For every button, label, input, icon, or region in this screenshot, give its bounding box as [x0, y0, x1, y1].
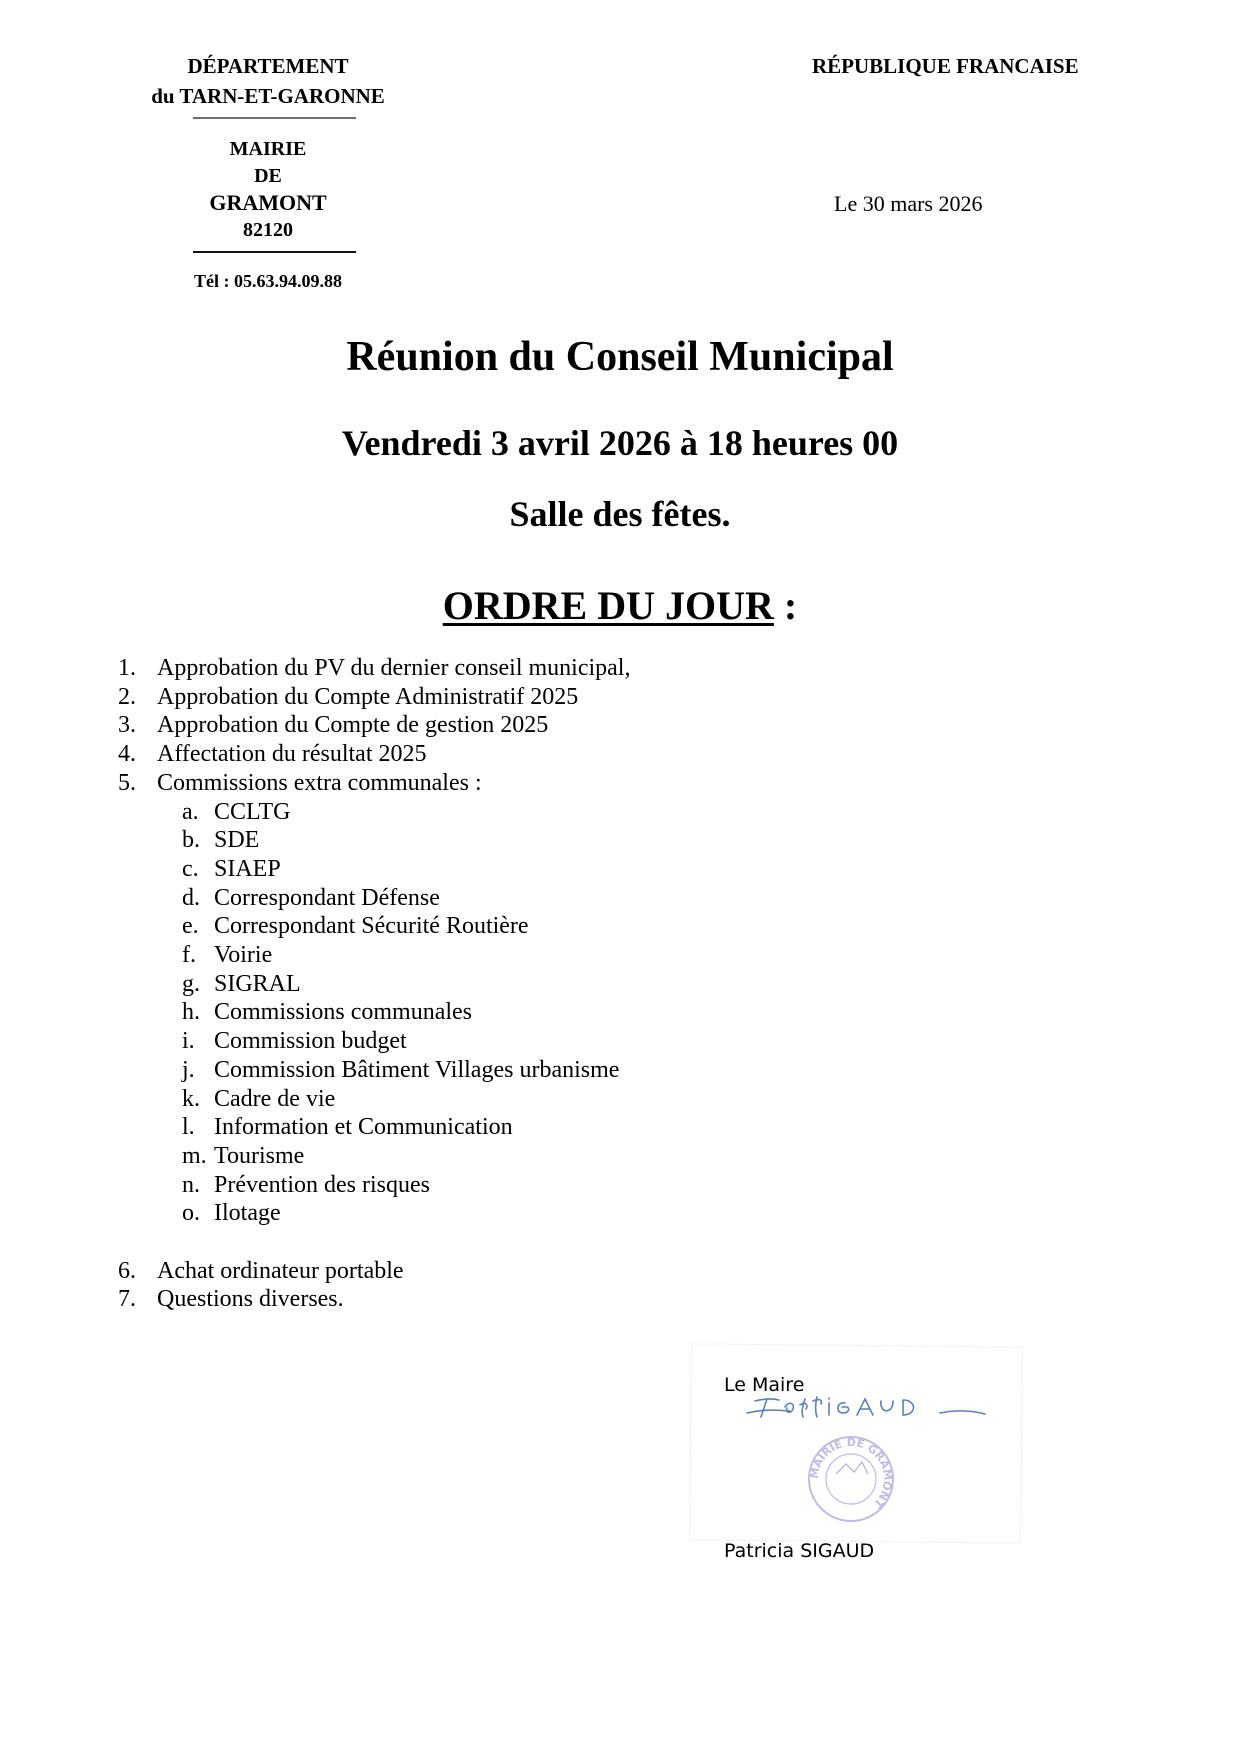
item-text: Voirie: [214, 942, 273, 968]
mairie-label: MAIRIE: [229, 138, 307, 160]
item-text: Approbation du Compte Administratif 2025: [157, 683, 579, 710]
agenda-heading-colon: :: [773, 583, 798, 628]
item-number: d.: [182, 884, 200, 911]
item-number: c.: [182, 855, 199, 882]
item-number: 5.: [118, 769, 136, 796]
department-line1: DÉPARTEMENT: [187, 54, 349, 78]
item-text: Commissions communales: [214, 999, 472, 1026]
meeting-location: Salle des fêtes.: [509, 494, 731, 534]
item-text: Correspondant Défense: [214, 884, 440, 911]
item-number: h.: [182, 999, 200, 1026]
item-text: Achat ordinateur portable: [157, 1257, 404, 1284]
item-text: Approbation du PV du dernier conseil municipal,: [157, 655, 631, 681]
item-text: SDE: [214, 827, 260, 854]
item-text: SIAEP: [214, 855, 281, 882]
item-number: j.: [182, 1056, 195, 1083]
item-text: CCLTG: [214, 798, 291, 825]
item-number: k.: [182, 1085, 200, 1112]
agenda-heading-text: ORDRE DU JOUR: [442, 583, 774, 628]
item-text: Approbation du Compte de gestion 2025: [157, 712, 549, 739]
item-text: Cadre de vie: [214, 1085, 336, 1112]
meeting-datetime: Vendredi 3 avril 2026 à 18 heures 00: [341, 423, 899, 463]
item-number: m.: [182, 1142, 207, 1169]
item-text: Information et Communication: [214, 1114, 513, 1141]
meeting-title: Réunion du Conseil Municipal: [346, 334, 894, 380]
item-number: l.: [182, 1114, 195, 1141]
header-divider-top: [193, 117, 356, 119]
item-text: Questions diverses.: [157, 1286, 344, 1313]
item-number: 3.: [118, 712, 136, 739]
handwritten-signature: [745, 1393, 990, 1421]
item-number: e.: [182, 913, 199, 940]
item-text: Correspondant Sécurité Routière: [214, 913, 529, 940]
item-number: 1.: [118, 655, 136, 681]
commune-name: GRAMONT: [209, 190, 327, 215]
item-number: f.: [182, 942, 196, 968]
item-number: b.: [182, 827, 200, 854]
mayor-role: Le Maire: [724, 1374, 805, 1396]
item-text: Commissions extra communales :: [157, 769, 482, 796]
item-number: 6.: [118, 1257, 136, 1284]
item-text: Prévention des risques: [214, 1171, 430, 1198]
mairie-stamp: [806, 1434, 896, 1524]
republic-heading: RÉPUBLIQUE FRANCAISE: [812, 54, 1079, 78]
item-number: 7.: [118, 1286, 136, 1313]
item-text: Tourisme: [214, 1142, 305, 1169]
item-number: 2.: [118, 683, 136, 710]
mairie-de-label: DE: [254, 165, 282, 187]
item-text: Affectation du résultat 2025: [157, 741, 427, 768]
item-number: g.: [182, 970, 200, 997]
mayor-name: Patricia SIGAUD: [724, 1540, 875, 1562]
postal-code: 82120: [243, 219, 293, 241]
department-line2: du TARN-ET-GARONNE: [151, 84, 385, 108]
item-number: a.: [182, 798, 199, 825]
letter-date: Le 30 mars 2026: [834, 191, 983, 216]
item-text: SIGRAL: [214, 970, 301, 997]
stamp-text: MAIRIE DE GRAMONT: [807, 1435, 895, 1511]
item-number: i.: [182, 1028, 195, 1055]
header-divider-bottom: [193, 251, 356, 253]
item-number: 4.: [118, 741, 136, 768]
svg-text:MAIRIE DE GRAMONT: [808, 1436, 895, 1511]
item-text: Ilotage: [214, 1200, 281, 1227]
phone-number: Tél : 05.63.94.09.88: [194, 271, 342, 291]
item-number: o.: [182, 1200, 200, 1227]
item-text: Commission Bâtiment Villages urbanisme: [214, 1056, 620, 1083]
agenda-heading: [0, 582, 1240, 630]
item-text: Commission budget: [214, 1028, 407, 1055]
item-number: n.: [182, 1171, 200, 1198]
